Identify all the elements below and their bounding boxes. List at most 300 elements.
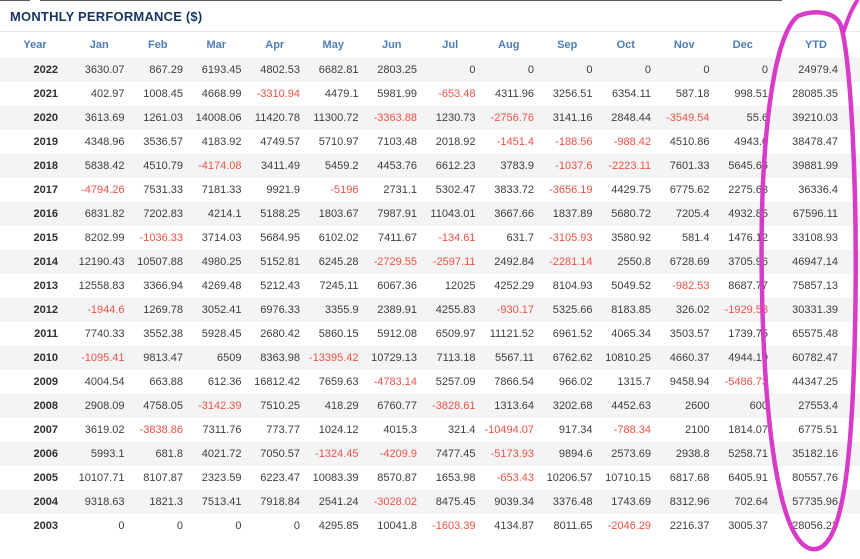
column-header-feb: Feb [147,39,168,51]
table-row-2005 [0,466,860,490]
month-value-cell: -2281.14 [549,256,593,268]
month-value-cell: 2803.25 [377,64,417,76]
month-value-cell: 8570.87 [377,472,417,484]
month-value-cell: -1603.39 [432,520,476,532]
month-value-cell: 6354.11 [612,88,651,100]
month-value-cell: 9458.94 [669,376,710,388]
month-value-cell: -930.17 [496,304,534,316]
month-value-cell: 4943.6 [734,136,768,148]
month-value-cell: 5257.09 [435,376,476,388]
month-value-cell: 5680.72 [611,208,651,220]
year-cell: 2011 [34,328,58,340]
month-value-cell: 16812.42 [254,376,300,388]
month-value-cell: 9813.47 [143,352,183,364]
month-value-cell: 4510.86 [669,136,710,148]
month-value-cell: 8687.77 [728,280,768,292]
month-value-cell: 3355.9 [324,304,359,316]
month-value-cell: 5258.71 [728,448,768,460]
month-value-cell: 0 [118,520,125,532]
month-value-cell: 4453.76 [377,160,417,172]
month-value-cell: 10507.88 [137,256,183,268]
month-value-cell: 5684.95 [260,232,300,244]
table-row-2017 [0,178,860,202]
month-value-cell: 3052.41 [201,304,242,316]
month-value-cell: 1653.98 [435,472,476,484]
column-header-ytd: YTD [805,39,827,51]
month-value-cell: 0 [527,64,534,76]
year-cell: 2004 [33,496,58,508]
column-header-jun: Jun [381,39,402,51]
month-value-cell: -1929.53 [724,304,768,316]
month-value-cell: 2100 [685,424,710,436]
month-value-cell: 9039.34 [494,496,534,508]
month-value-cell: -3363.88 [373,112,417,124]
month-value-cell: 6509 [217,352,242,364]
month-value-cell: 2550.8 [617,256,651,268]
month-value-cell: 6762.62 [552,352,593,364]
month-value-cell: 10710.15 [605,472,651,484]
month-value-cell: 4255.83 [435,304,476,316]
month-value-cell: 1803.67 [318,208,359,220]
month-value-cell: 402.97 [90,88,125,100]
month-value-cell: 6961.52 [552,328,593,340]
year-cell: 2021 [33,88,58,100]
month-value-cell: 6831.82 [84,208,125,220]
month-value-cell: 3202.68 [552,400,593,412]
ytd-cell: 39210.03 [792,112,838,124]
month-value-cell: 4758.05 [143,400,183,412]
ytd-cell: 57735.96 [792,496,838,508]
month-value-cell: -1037.6 [555,160,593,172]
month-value-cell: 8011.65 [553,520,593,532]
month-value-cell: 11121.52 [489,328,534,340]
month-value-cell: 2323.59 [201,472,242,484]
month-value-cell: 12190.43 [78,256,125,268]
month-value-cell: 2680.42 [260,328,300,340]
month-value-cell: -5173.93 [490,448,534,460]
month-value-cell: 5928.45 [201,328,242,340]
month-value-cell: -4174.08 [198,160,242,172]
month-value-cell: 867.29 [149,64,183,76]
month-value-cell: -653.48 [438,88,476,100]
year-cell: 2007 [33,424,58,436]
month-value-cell: 3536.57 [143,136,183,148]
month-value-cell: 7113.18 [436,352,476,364]
month-value-cell: -3105.93 [549,232,593,244]
month-value-cell: 8312.96 [669,496,710,508]
month-value-cell: 5152.81 [260,256,300,268]
year-cell: 2014 [33,256,58,268]
month-value-cell: 3783.9 [500,160,534,172]
year-cell: 2020 [33,112,58,124]
table-row-2012 [0,298,860,322]
month-value-cell: 1230.73 [435,112,476,124]
table-row-2009 [0,370,860,394]
month-value-cell: 1315.7 [617,376,651,388]
month-value-cell: 7181.33 [201,184,242,196]
month-value-cell: -13395.42 [308,352,359,364]
month-value-cell: 7477.45 [435,448,476,460]
month-value-cell: 6245.28 [318,256,359,268]
month-value-cell: 702.64 [734,496,768,508]
month-value-cell: -1095.41 [81,352,125,364]
month-value-cell: 5325.66 [552,304,593,316]
ytd-cell: 27553.4 [798,400,838,412]
month-value-cell: 7245.11 [319,280,359,292]
month-value-cell: 7050.57 [260,448,300,460]
month-value-cell: 6817.68 [669,472,710,484]
table-row-2004 [0,490,860,514]
month-value-cell: 3833.72 [494,184,534,196]
month-value-cell: 321.4 [447,424,476,436]
month-value-cell: 0 [586,64,593,76]
month-value-cell: 10206.57 [546,472,593,484]
month-value-cell: 418.29 [324,400,359,412]
month-value-cell: 0 [761,64,768,76]
month-value-cell: 998.51 [734,88,768,100]
month-value-cell: -2046.29 [607,520,651,532]
column-header-aug: Aug [498,39,520,51]
cropped-content-edge [0,0,782,1]
performance-table [0,32,860,538]
month-value-cell: -3656.19 [549,184,593,196]
table-body [0,58,860,538]
month-value-cell: 3667.66 [494,208,534,220]
month-value-cell: 326.02 [675,304,710,316]
month-value-cell: 12558.83 [78,280,125,292]
year-cell: 2019 [33,136,58,148]
month-value-cell: 0 [176,520,183,532]
month-value-cell: 7205.4 [675,208,710,220]
month-value-cell: 3613.69 [84,112,125,124]
month-value-cell: 0 [469,64,476,76]
month-value-cell: 917.34 [558,424,593,436]
month-value-cell: 2492.84 [494,256,534,268]
month-value-cell: 0 [644,64,651,76]
month-value-cell: 773.77 [266,424,300,436]
month-value-cell: -982.53 [672,280,710,292]
column-header-oct: Oct [616,39,635,51]
month-value-cell: 0 [293,520,300,532]
month-value-cell: 6728.69 [669,256,710,268]
month-value-cell: 2541.24 [318,496,359,508]
table-row-2010 [0,346,860,370]
month-value-cell: 4429.75 [611,184,651,196]
month-value-cell: 5302.47 [435,184,476,196]
month-value-cell: 4479.1 [324,88,359,100]
month-value-cell: 4269.48 [201,280,242,292]
month-value-cell: 7510.25 [260,400,300,412]
header-row [0,32,860,58]
month-value-cell: 5838.42 [84,160,125,172]
month-value-cell: 587.18 [675,88,710,100]
month-value-cell: 1008.45 [143,88,183,100]
year-cell: 2016 [33,208,58,220]
month-value-cell: 8475.45 [435,496,476,508]
year-cell: 2017 [33,184,58,196]
month-value-cell: 6223.47 [260,472,300,484]
month-value-cell: 4510.79 [143,160,183,172]
month-value-cell: 1814.07 [728,424,768,436]
month-value-cell: 3714.03 [201,232,242,244]
month-value-cell: 2908.09 [84,400,125,412]
month-value-cell: 4021.72 [201,448,242,460]
month-value-cell: 7918.84 [260,496,300,508]
table-row-2019 [0,130,860,154]
month-value-cell: 5188.25 [260,208,300,220]
column-header-jan: Jan [89,39,109,51]
month-value-cell: -2597.11 [432,256,476,268]
month-value-cell: -1324.45 [315,448,359,460]
year-cell: 2006 [33,448,58,460]
ytd-cell: 75857.13 [792,280,838,292]
month-value-cell: 4134.87 [494,520,534,532]
table-row-2003 [0,514,860,538]
table-row-2021 [0,82,860,106]
table-row-2016 [0,202,860,226]
month-value-cell: 3141.16 [552,112,593,124]
column-header-sep: Sep [557,39,578,51]
month-value-cell: 3366.94 [143,280,183,292]
month-value-cell: 1837.89 [552,208,593,220]
month-value-cell: 7531.33 [143,184,183,196]
month-value-cell: 5993.1 [90,448,125,460]
month-value-cell: 631.7 [506,232,534,244]
month-value-cell: 4348.96 [84,136,125,148]
column-header-nov: Nov [673,39,695,51]
ytd-cell: 38478.47 [792,136,838,148]
month-value-cell: 4668.99 [201,88,242,100]
month-value-cell: 6612.23 [435,160,476,172]
month-value-cell: -4783.14 [373,376,417,388]
month-value-cell: 12025 [444,280,476,292]
month-value-cell: 9894.6 [558,448,593,460]
month-value-cell: -3028.02 [373,496,417,508]
table-row-2018 [0,154,860,178]
month-value-cell: 2018.92 [435,136,476,148]
month-value-cell: 4295.85 [318,520,359,532]
table-row-2022 [0,58,860,82]
month-value-cell: -4209.9 [379,448,417,460]
month-value-cell: 4311.96 [495,88,534,100]
month-value-cell: 7659.63 [318,376,359,388]
month-value-cell: -988.42 [613,136,651,148]
month-value-cell: 2275.63 [728,184,768,196]
month-value-cell: -1451.4 [496,136,534,148]
ytd-cell: 6775.51 [798,424,838,436]
month-value-cell: 5645.66 [728,160,768,172]
month-value-cell: 3580.92 [611,232,651,244]
month-value-cell: -134.61 [438,232,476,244]
table-row-2015 [0,226,860,250]
year-cell: 2015 [33,232,58,244]
table-row-2020 [0,106,860,130]
month-value-cell: 581.4 [681,232,710,244]
month-value-cell: -2223.11 [608,160,651,172]
month-value-cell: 11300.72 [313,112,359,124]
month-value-cell: 7740.33 [84,328,125,340]
month-value-cell: 7866.54 [494,376,534,388]
month-value-cell: 10810.25 [605,352,651,364]
month-value-cell: 6405.91 [728,472,768,484]
month-value-cell: 3256.51 [552,88,593,100]
month-value-cell: 2848.44 [611,112,651,124]
month-value-cell: 9318.63 [84,496,125,508]
month-value-cell: 1821.3 [149,496,183,508]
month-value-cell: -3828.61 [432,400,476,412]
column-header-may: May [322,39,344,51]
year-cell: 2003 [33,520,58,532]
month-value-cell: 6682.81 [318,64,359,76]
month-value-cell: 5459.2 [324,160,359,172]
month-value-cell: 663.88 [149,376,183,388]
ytd-cell: 35182.16 [792,448,838,460]
month-value-cell: 10729.13 [371,352,417,364]
month-value-cell: 2216.37 [669,520,710,532]
table-row-2013 [0,274,860,298]
panel-title: MONTHLY PERFORMANCE ($) [0,0,860,32]
month-value-cell: 966.02 [558,376,593,388]
year-cell: 2005 [33,472,58,484]
table-row-2011 [0,322,860,346]
month-value-cell: -2729.55 [373,256,417,268]
month-value-cell: 4452.63 [611,400,651,412]
month-value-cell: 4749.57 [260,136,300,148]
month-value-cell: 1743.69 [611,496,651,508]
month-value-cell: -4794.26 [81,184,125,196]
month-value-cell: 2389.91 [377,304,417,316]
month-value-cell: 8104.93 [552,280,593,292]
month-value-cell: 8107.87 [143,472,183,484]
year-cell: 2009 [33,376,58,388]
ytd-cell: 28056.23 [792,520,838,532]
month-value-cell: -3838.86 [139,424,183,436]
month-value-cell: 3705.96 [728,256,768,268]
month-value-cell: 7601.33 [669,160,710,172]
month-value-cell: -2756.76 [490,112,534,124]
month-value-cell: 4980.25 [201,256,242,268]
year-cell: 2008 [33,400,58,412]
month-value-cell: 681.8 [155,448,183,460]
month-value-cell: 5710.97 [318,136,359,148]
month-value-cell: 5860.15 [318,328,359,340]
month-value-cell: 4065.34 [611,328,651,340]
month-value-cell: 2573.69 [611,448,651,460]
month-value-cell: 6102.02 [318,232,359,244]
month-value-cell: 6067.36 [377,280,417,292]
month-value-cell: 6775.62 [669,184,710,196]
month-value-cell: 1024.12 [318,424,359,436]
ytd-cell: 67596.11 [792,208,838,220]
month-value-cell: 3376.48 [552,496,593,508]
month-value-cell: 2938.8 [675,448,710,460]
month-value-cell: 4660.37 [669,352,710,364]
table-row-2007 [0,418,860,442]
month-value-cell: 11043.01 [430,208,476,220]
month-value-cell: 6760.77 [377,400,417,412]
year-cell: 2013 [33,280,58,292]
month-value-cell: 1313.64 [494,400,534,412]
month-value-cell: -3310.94 [256,88,300,100]
year-cell: 2012 [33,304,58,316]
month-value-cell: 10041.8 [377,520,417,532]
table-row-2008 [0,394,860,418]
month-value-cell: 3503.57 [669,328,710,340]
month-value-cell: 2731.1 [383,184,417,196]
month-value-cell: -1944.6 [87,304,125,316]
column-header-mar: Mar [206,39,227,51]
month-value-cell: 2600 [685,400,710,412]
month-value-cell: 1261.03 [143,112,183,124]
ytd-cell: 24979.4 [798,64,838,76]
month-value-cell: -3142.39 [198,400,242,412]
month-value-cell: 4802.53 [260,64,300,76]
month-value-cell: 4932.85 [728,208,768,220]
ytd-cell: 80557.76 [792,472,838,484]
month-value-cell: 5212.43 [260,280,300,292]
month-value-cell: 8183.85 [611,304,651,316]
month-value-cell: 612.36 [207,376,242,388]
month-value-cell: -653.43 [496,472,534,484]
ytd-cell: 44347.25 [792,376,838,388]
month-value-cell: -1036.33 [139,232,183,244]
table-row-2014 [0,250,860,274]
ytd-cell: 60782.47 [792,352,838,364]
month-value-cell: 4944.19 [728,352,768,364]
month-value-cell: 1739.75 [728,328,768,340]
month-value-cell: 7987.91 [377,208,417,220]
month-value-cell: 8202.99 [84,232,125,244]
table-row-2006 [0,442,860,466]
month-value-cell: -3549.54 [666,112,710,124]
month-value-cell: 4004.54 [84,376,125,388]
month-value-cell: 7311.76 [202,424,242,436]
ytd-cell: 36336.4 [798,184,838,196]
month-value-cell: 3411.49 [261,160,300,172]
month-value-cell: 5981.99 [377,88,417,100]
ytd-cell: 30331.39 [792,304,838,316]
month-value-cell: 4183.92 [201,136,242,148]
month-value-cell: 14008.06 [195,112,242,124]
month-value-cell: 10083.39 [312,472,359,484]
month-value-cell: 1269.78 [143,304,183,316]
month-value-cell: -788.34 [613,424,651,436]
column-header-dec: Dec [732,39,753,51]
month-value-cell: 55.6 [746,112,768,124]
month-value-cell: 6193.45 [201,64,242,76]
month-value-cell: -5486.73 [724,376,768,388]
column-header-jul: Jul [442,39,459,51]
month-value-cell: -188.56 [555,136,593,148]
month-value-cell: 7411.67 [378,232,417,244]
year-cell: 2010 [33,352,58,364]
year-cell: 2022 [33,64,58,76]
month-value-cell: 5912.08 [377,328,417,340]
month-value-cell: 10107.71 [78,472,125,484]
month-value-cell: 6509.97 [435,328,476,340]
ytd-cell: 46947.14 [792,256,838,268]
month-value-cell: 4252.29 [494,280,534,292]
month-value-cell: 3005.37 [728,520,768,532]
month-value-cell: 5567.11 [495,352,534,364]
year-cell: 2018 [33,160,58,172]
month-value-cell: 0 [235,520,242,532]
month-value-cell: 4015.3 [383,424,417,436]
month-value-cell: 6976.33 [260,304,300,316]
month-value-cell: 5049.52 [611,280,651,292]
column-header-year: Year [23,39,47,51]
month-value-cell: -10494.07 [484,424,534,436]
